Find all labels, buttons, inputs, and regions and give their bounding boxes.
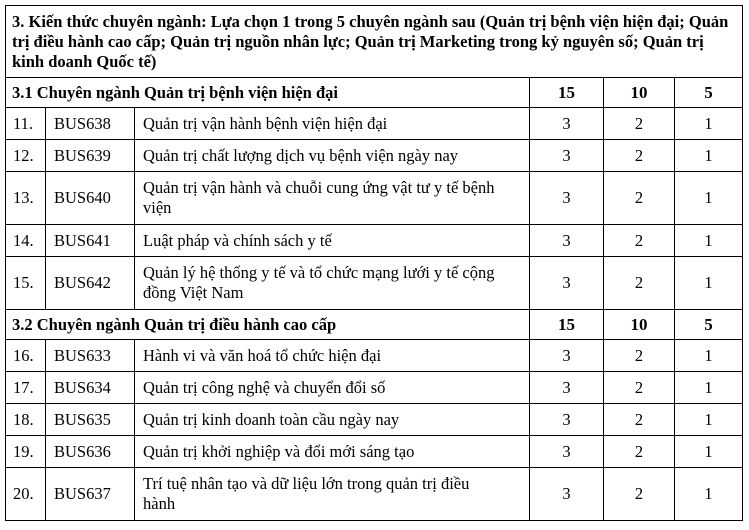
credit-2: 2 — [604, 108, 675, 140]
credit-3: 1 — [675, 172, 743, 225]
course-name: Quản trị vận hành bệnh viện hiện đại — [135, 108, 530, 140]
credit-2: 2 — [604, 140, 675, 172]
table-row — [6, 225, 743, 257]
table-row — [6, 108, 743, 140]
credit-1: 3 — [530, 225, 604, 257]
table-row — [6, 257, 743, 310]
credit-1: 3 — [530, 436, 604, 468]
credit-1: 3 — [530, 172, 604, 225]
credit-3: 1 — [675, 257, 743, 310]
credit-2: 2 — [604, 225, 675, 257]
credit-1: 3 — [530, 468, 604, 521]
row-number: 17. — [6, 372, 46, 404]
course-name: Trí tuệ nhân tạo và dữ liệu lớn trong quản trị điều hành — [135, 468, 530, 521]
section-credit-2: 10 — [604, 310, 675, 340]
course-name: Quản trị kinh doanh toàn cầu ngày nay — [135, 404, 530, 436]
table-row — [6, 340, 743, 372]
course-code: BUS636 — [46, 436, 135, 468]
course-code: BUS637 — [46, 468, 135, 521]
credit-1: 3 — [530, 140, 604, 172]
table-row — [6, 172, 743, 225]
credit-2: 2 — [604, 257, 675, 310]
course-code: BUS635 — [46, 404, 135, 436]
credit-2: 2 — [604, 372, 675, 404]
table-row — [6, 436, 743, 468]
credit-3: 1 — [675, 340, 743, 372]
credit-1: 3 — [530, 404, 604, 436]
course-code: BUS639 — [46, 140, 135, 172]
credit-2: 2 — [604, 172, 675, 225]
credit-3: 1 — [675, 140, 743, 172]
course-name: Quản trị công nghệ và chuyển đổi số — [135, 372, 530, 404]
section-credit-2: 10 — [604, 78, 675, 108]
credit-1: 3 — [530, 372, 604, 404]
credit-2: 2 — [604, 468, 675, 521]
section-title: 3.1 Chuyên ngành Quản trị bệnh viện hiện đại — [6, 78, 530, 108]
course-code: BUS633 — [46, 340, 135, 372]
credit-3: 1 — [675, 108, 743, 140]
row-number: 15. — [6, 257, 46, 310]
course-code: BUS640 — [46, 172, 135, 225]
section-credit-1: 15 — [530, 310, 604, 340]
section-title: 3.2 Chuyên ngành Quản trị điều hành cao cấp — [6, 310, 530, 340]
credit-3: 1 — [675, 372, 743, 404]
row-number: 14. — [6, 225, 46, 257]
credit-1: 3 — [530, 257, 604, 310]
course-code: BUS634 — [46, 372, 135, 404]
course-name: Quản trị khởi nghiệp và đổi mới sáng tạo — [135, 436, 530, 468]
row-number: 20. — [6, 468, 46, 521]
credit-3: 1 — [675, 404, 743, 436]
section-credit-3: 5 — [675, 310, 743, 340]
course-name: Quản lý hệ thống y tế và tổ chức mạng lưới y tế cộng đồng Việt Nam — [135, 257, 530, 310]
row-number: 12. — [6, 140, 46, 172]
table-row — [6, 372, 743, 404]
course-code: BUS642 — [46, 257, 135, 310]
credit-1: 3 — [530, 108, 604, 140]
credit-1: 3 — [530, 340, 604, 372]
table-row — [6, 468, 743, 521]
row-number: 11. — [6, 108, 46, 140]
table-row — [6, 404, 743, 436]
credit-3: 1 — [675, 468, 743, 521]
course-code: BUS641 — [46, 225, 135, 257]
curriculum-table — [5, 5, 743, 521]
credit-3: 1 — [675, 225, 743, 257]
credit-2: 2 — [604, 404, 675, 436]
course-code: BUS638 — [46, 108, 135, 140]
row-number: 18. — [6, 404, 46, 436]
section-row — [6, 78, 743, 108]
course-name: Quản trị vận hành và chuỗi cung ứng vật tư y tế bệnh viện — [135, 172, 530, 225]
section-credit-1: 15 — [530, 78, 604, 108]
section-credit-3: 5 — [675, 78, 743, 108]
section-row — [6, 310, 743, 340]
credit-2: 2 — [604, 340, 675, 372]
row-number: 13. — [6, 172, 46, 225]
credit-2: 2 — [604, 436, 675, 468]
section-heading: 3. Kiến thức chuyên ngành: Lựa chọn 1 trong 5 chuyên ngành sau (Quản trị bệnh viện hiện đại; Quản trị điều hành cao cấp; Quản trị nguồn nhân lực; Quản trị Marketing trong kỷ nguyên số; Quản trị kinh doanh Quốc tế) — [6, 6, 743, 78]
course-name: Quản trị chất lượng dịch vụ bệnh viện ngày nay — [135, 140, 530, 172]
course-name: Luật pháp và chính sách y tế — [135, 225, 530, 257]
table-row — [6, 140, 743, 172]
row-number: 19. — [6, 436, 46, 468]
credit-3: 1 — [675, 436, 743, 468]
row-number: 16. — [6, 340, 46, 372]
course-name: Hành vi và văn hoá tổ chức hiện đại — [135, 340, 530, 372]
